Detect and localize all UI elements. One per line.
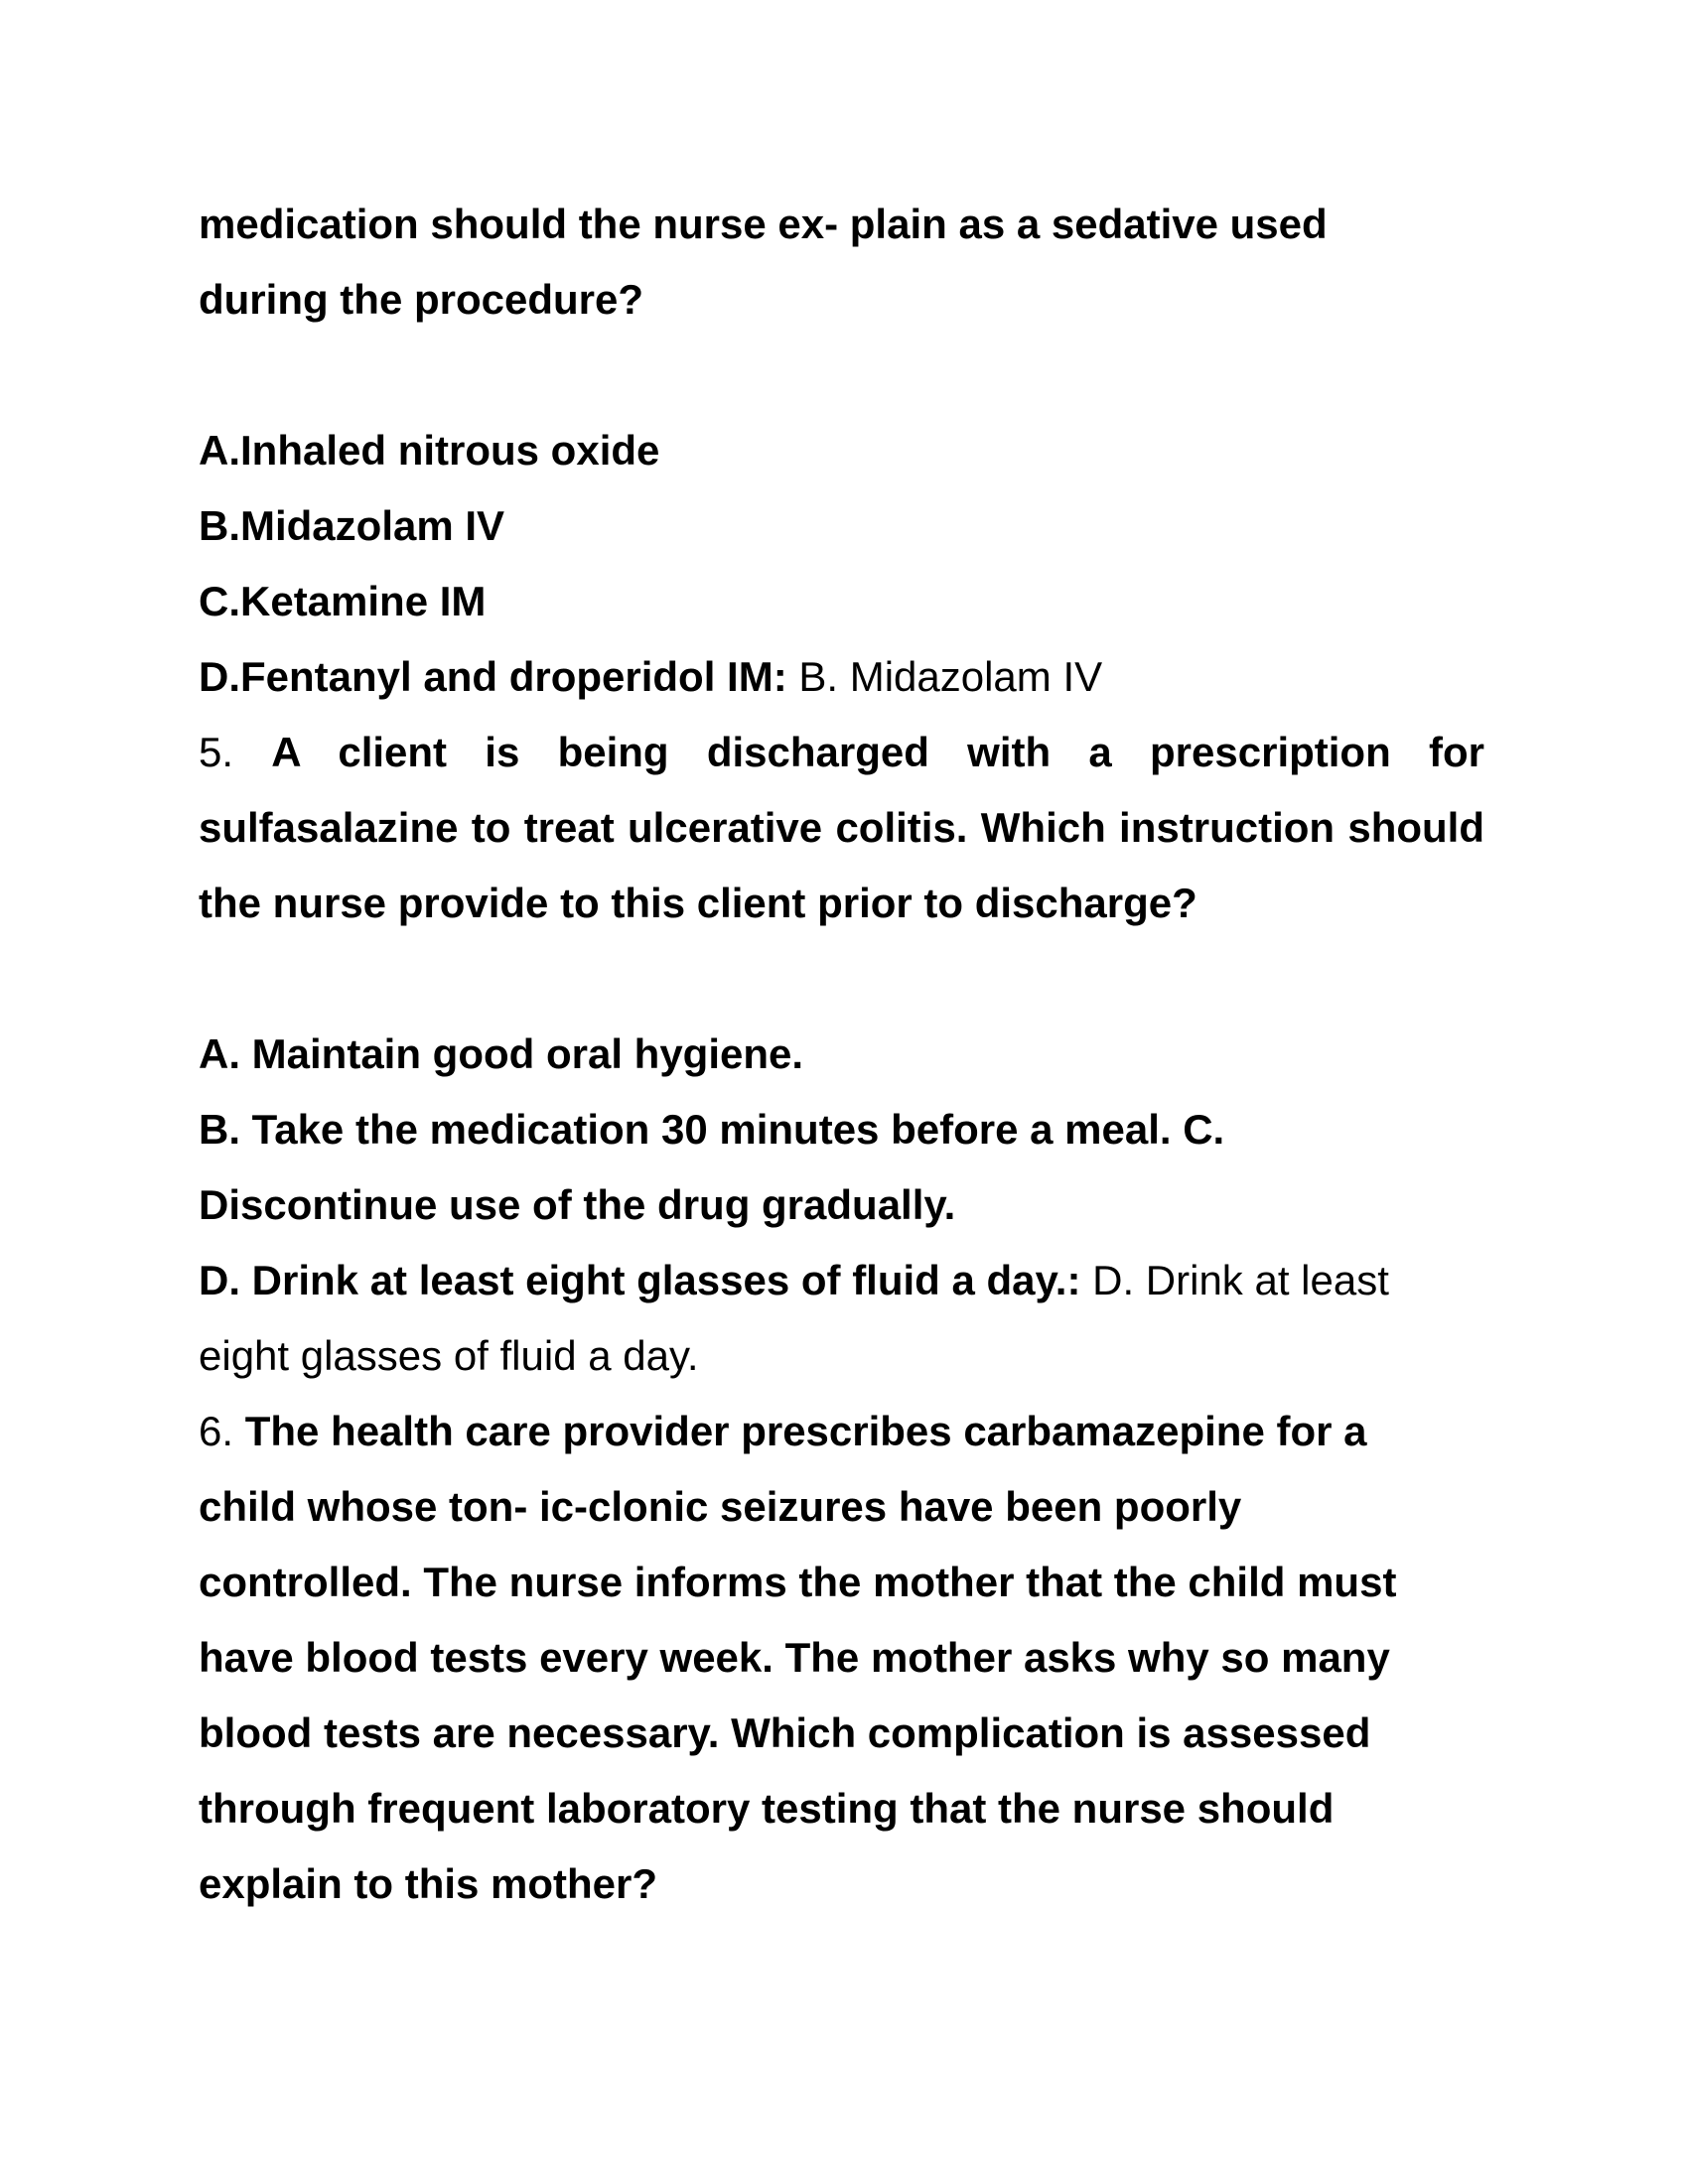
q6-stem-line-6: through frequent laboratory testing that the nurse should [199, 1785, 1335, 1832]
q6-stem-line-5: blood tests are necessary. Which complication is assessed [199, 1709, 1371, 1756]
q5-answer-part-2: eight glasses of fluid a day. [199, 1332, 699, 1379]
q5-option-c: Discontinue use of the drug gradually. [199, 1181, 956, 1228]
q5-stem [199, 715, 1484, 941]
q6-stem-line-1 [199, 1394, 1484, 1469]
q6-stem-line-4: have blood tests every week. The mother asks why so many [199, 1634, 1390, 1681]
q5-option-a: A. Maintain good oral hygiene. [199, 1030, 804, 1077]
document-page [199, 187, 1484, 1922]
q4-answer: B. Midazolam IV [798, 653, 1103, 700]
spacer [199, 941, 1484, 1017]
q6-stem-line-2: child whose ton- ic-clonic seizures have been poorly [199, 1483, 1242, 1530]
q5-option-d-line [199, 1243, 1484, 1318]
q4-option-c: C.Ketamine IM [199, 578, 487, 624]
q5-stem-text: A client is being discharged with a prescription for sulfasalazine to treat ulcerative colitis. Which instruction should the nurse provide to this client prior to discharge? [199, 729, 1484, 926]
q5-option-d: D. Drink at least eight glasses of fluid a day.: [199, 1257, 1081, 1303]
spacer [199, 338, 1484, 413]
q4-stem-line-2: during the procedure? [199, 276, 644, 323]
q4-option-d: D.Fentanyl and droperidol IM: [199, 653, 787, 700]
q6-stem-line-7: explain to this mother? [199, 1860, 658, 1907]
q6-number: 6. [199, 1408, 234, 1454]
q6-stem-text-1: The health care provider prescribes carbamazepine for a [244, 1408, 1367, 1454]
q6-stem-line-3: controlled. The nurse informs the mother that the child must [199, 1559, 1397, 1605]
q5-number: 5. [199, 729, 234, 775]
q5-answer-part-1: D. Drink at least [1092, 1257, 1389, 1303]
q4-option-b: B.Midazolam IV [199, 502, 505, 549]
q4-option-a: A.Inhaled nitrous oxide [199, 427, 660, 474]
q5-option-b: B. Take the medication 30 minutes before a meal. C. [199, 1106, 1225, 1153]
q4-stem-line-1: medication should the nurse ex- plain as a sedative used [199, 201, 1328, 247]
q4-option-d-line [199, 639, 1484, 715]
